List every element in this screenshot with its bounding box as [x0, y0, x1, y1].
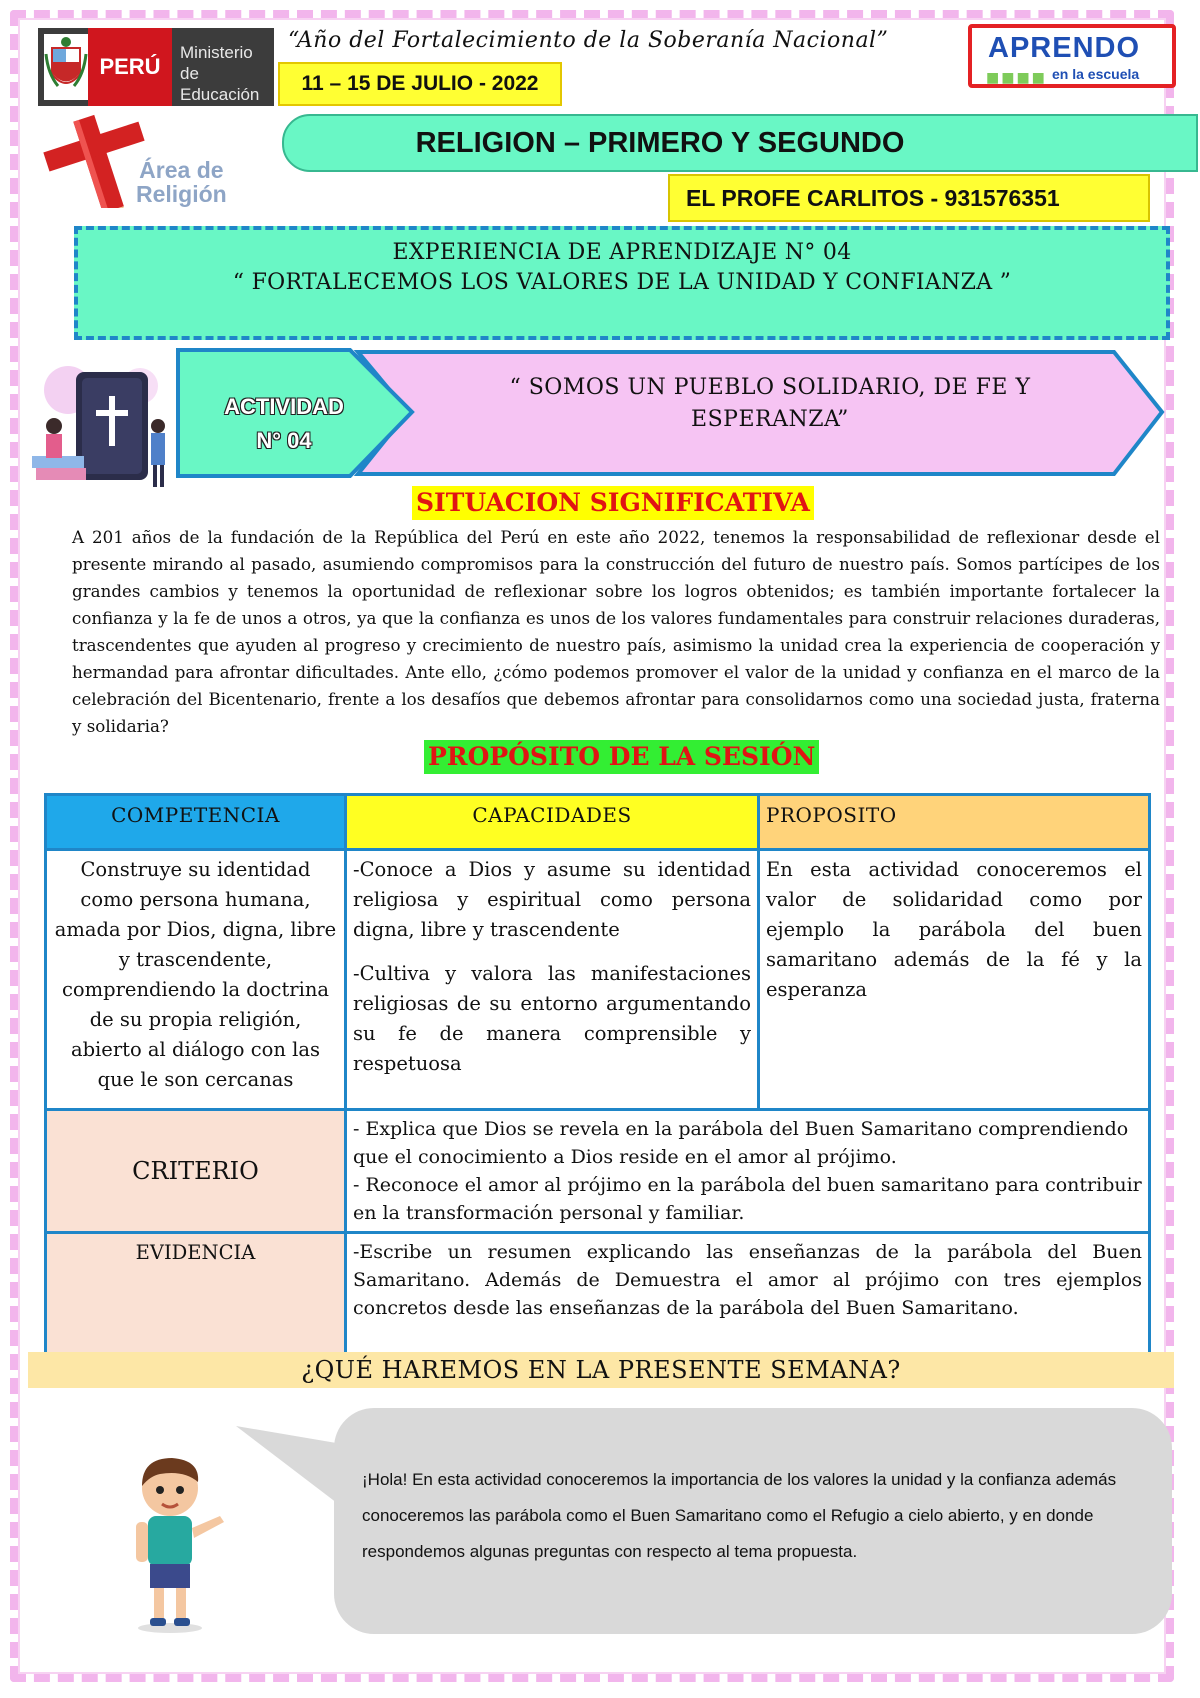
activity-no: N° 04: [256, 428, 312, 453]
ministry-name-line2: de Educación: [180, 64, 260, 104]
situation-heading: SITUACION SIGNIFICATIVA: [412, 486, 814, 520]
col-competencia: COMPETENCIA: [46, 795, 346, 850]
speech-bubble-text: ¡Hola! En esta actividad conoceremos la importancia de los valores la unidad y la confianza además conoceremos las parábola como el Buen Samaritano como el Refugio a cielo abierto, y en donde respondemos algunas preguntas con respecto al tema propuesta.: [362, 1470, 1117, 1561]
aprendo-logo: [968, 24, 1176, 88]
bible-people-illustration: [30, 356, 178, 492]
purpose-heading: PROPÓSITO DE LA SESIÓN: [424, 740, 819, 774]
purpose-table: [44, 793, 1151, 1368]
col-capacidades: CAPACIDADES: [346, 795, 759, 850]
area-religion-label: [136, 158, 227, 206]
year-motto: “Año del Fortalecimiento de la Soberanía Nacional”: [288, 28, 889, 53]
ministry-name-line1: Ministerio: [180, 43, 253, 62]
activity-title: “ SOMOS UN PUEBLO SOLIDARIO, DE FE Y ESPERANZA”: [509, 375, 1031, 432]
ministry-logo: [38, 28, 274, 106]
area-line1: Área de: [139, 157, 224, 183]
col-proposito: PROPOSITO: [759, 795, 1150, 850]
table-row: [46, 1110, 1150, 1233]
peru-coat-of-arms-icon: [44, 34, 88, 100]
criterio-1: - Explica que Dios se revela en la parábola del Buen Samaritano comprendiendo que el conocimiento a Dios reside en el amor al prójimo.: [353, 1118, 1129, 1168]
competencia-cell: Construye su identidad como persona humana, amada por Dios, digna, libre y trascendente, comprendiendo la doctrina de su propia religión, abierto al diálogo con las que le son cercanas: [46, 850, 346, 1110]
evidencia-label: EVIDENCIA: [46, 1233, 346, 1367]
proposito-cell: En esta actividad conoceremos el valor de solidaridad como por ejemplo la parábola del buen samaritano además de la fé y la esperanza: [759, 850, 1150, 1110]
week-heading: ¿QUÉ HAREMOS EN LA PRESENTE SEMANA?: [28, 1352, 1174, 1388]
learning-experience-box: [74, 226, 1170, 340]
capacidades-cell: [346, 850, 759, 1110]
aprendo-dots: ■■■■: [986, 70, 1047, 86]
criterio-cell: [346, 1110, 1150, 1233]
aprendo-brand: APRENDO: [988, 32, 1141, 64]
activity-number: [200, 390, 368, 458]
area-line2: Religión: [136, 181, 227, 207]
table-header-row: [46, 795, 1150, 850]
teacher-contact: EL PROFE CARLITOS - 931576351: [668, 174, 1150, 222]
course-title: RELIGION – PRIMERO Y SEGUNDO: [282, 114, 1198, 172]
capacidad-1: -Conoce a Dios y asume su identidad religiosa y espiritual como persona digna, libre y trascendente: [353, 858, 751, 941]
capacidad-2: -Cultiva y valora las manifestaciones religiosas de su entorno argumentando su fe de manera comprensible y respetuosa: [353, 962, 751, 1075]
date-range: 11 – 15 DE JULIO - 2022: [278, 62, 562, 106]
boy-character-illustration: [120, 1452, 240, 1634]
table-row: [46, 1233, 1150, 1367]
aprendo-sub: en la escuela: [1052, 66, 1140, 82]
table-row: [46, 850, 1150, 1110]
situation-text: A 201 años de la fundación de la República del Perú en este año 2022, tenemos la responsabilidad de reflexionar desde el presente mirando al pasado, asumiendo compromisos para la construcción del futuro de nuestro país. Somos partícipes de los grandes cambios y tenemos la oportunidad de reflexionar sobre los logros obtenidos; es también importante fortalecer la confianza y la fe de unos a otros, ya que la confianza es unos de los valores fundamentales para construir relaciones duraderas, trascendentes que ayuden al progreso y crecimiento de nuestro país, asimismo la unidad crea la experiencia de cooperación y hermandad para afrontar dificultades. Ante ello, ¿cómo podemos promover el valor de la unidad y confianza en el marco de la celebración del Bicentenario, frente a los desafíos que debemos afrontar para consolidarnos como una sociedad justa, fraterna y solidaria?: [72, 527, 1160, 736]
experience-title: “ FORTALECEMOS LOS VALORES DE LA UNIDAD Y CONFIANZA ”: [232, 270, 1012, 295]
evidencia-cell: -Escribe un resumen explicando las enseñanzas de la parábola del Buen Samaritano. Además de Demuestra el amor al prójimo con tres ejemplos concretos desde las enseñanzas de la parábola del Buen Samaritano.: [346, 1233, 1150, 1367]
peru-label: PERÚ: [88, 28, 172, 106]
criterio-2: - Reconoce el amor al prójimo en la parábola del buen samaritano para contribuir en la transformación personal y familiar.: [353, 1174, 1142, 1224]
experience-number: EXPERIENCIA DE APRENDIZAJE N° 04: [392, 240, 852, 265]
criterio-label: CRITERIO: [46, 1110, 346, 1233]
ministry-name: [180, 42, 274, 105]
activity-label: ACTIVIDAD: [224, 394, 344, 419]
